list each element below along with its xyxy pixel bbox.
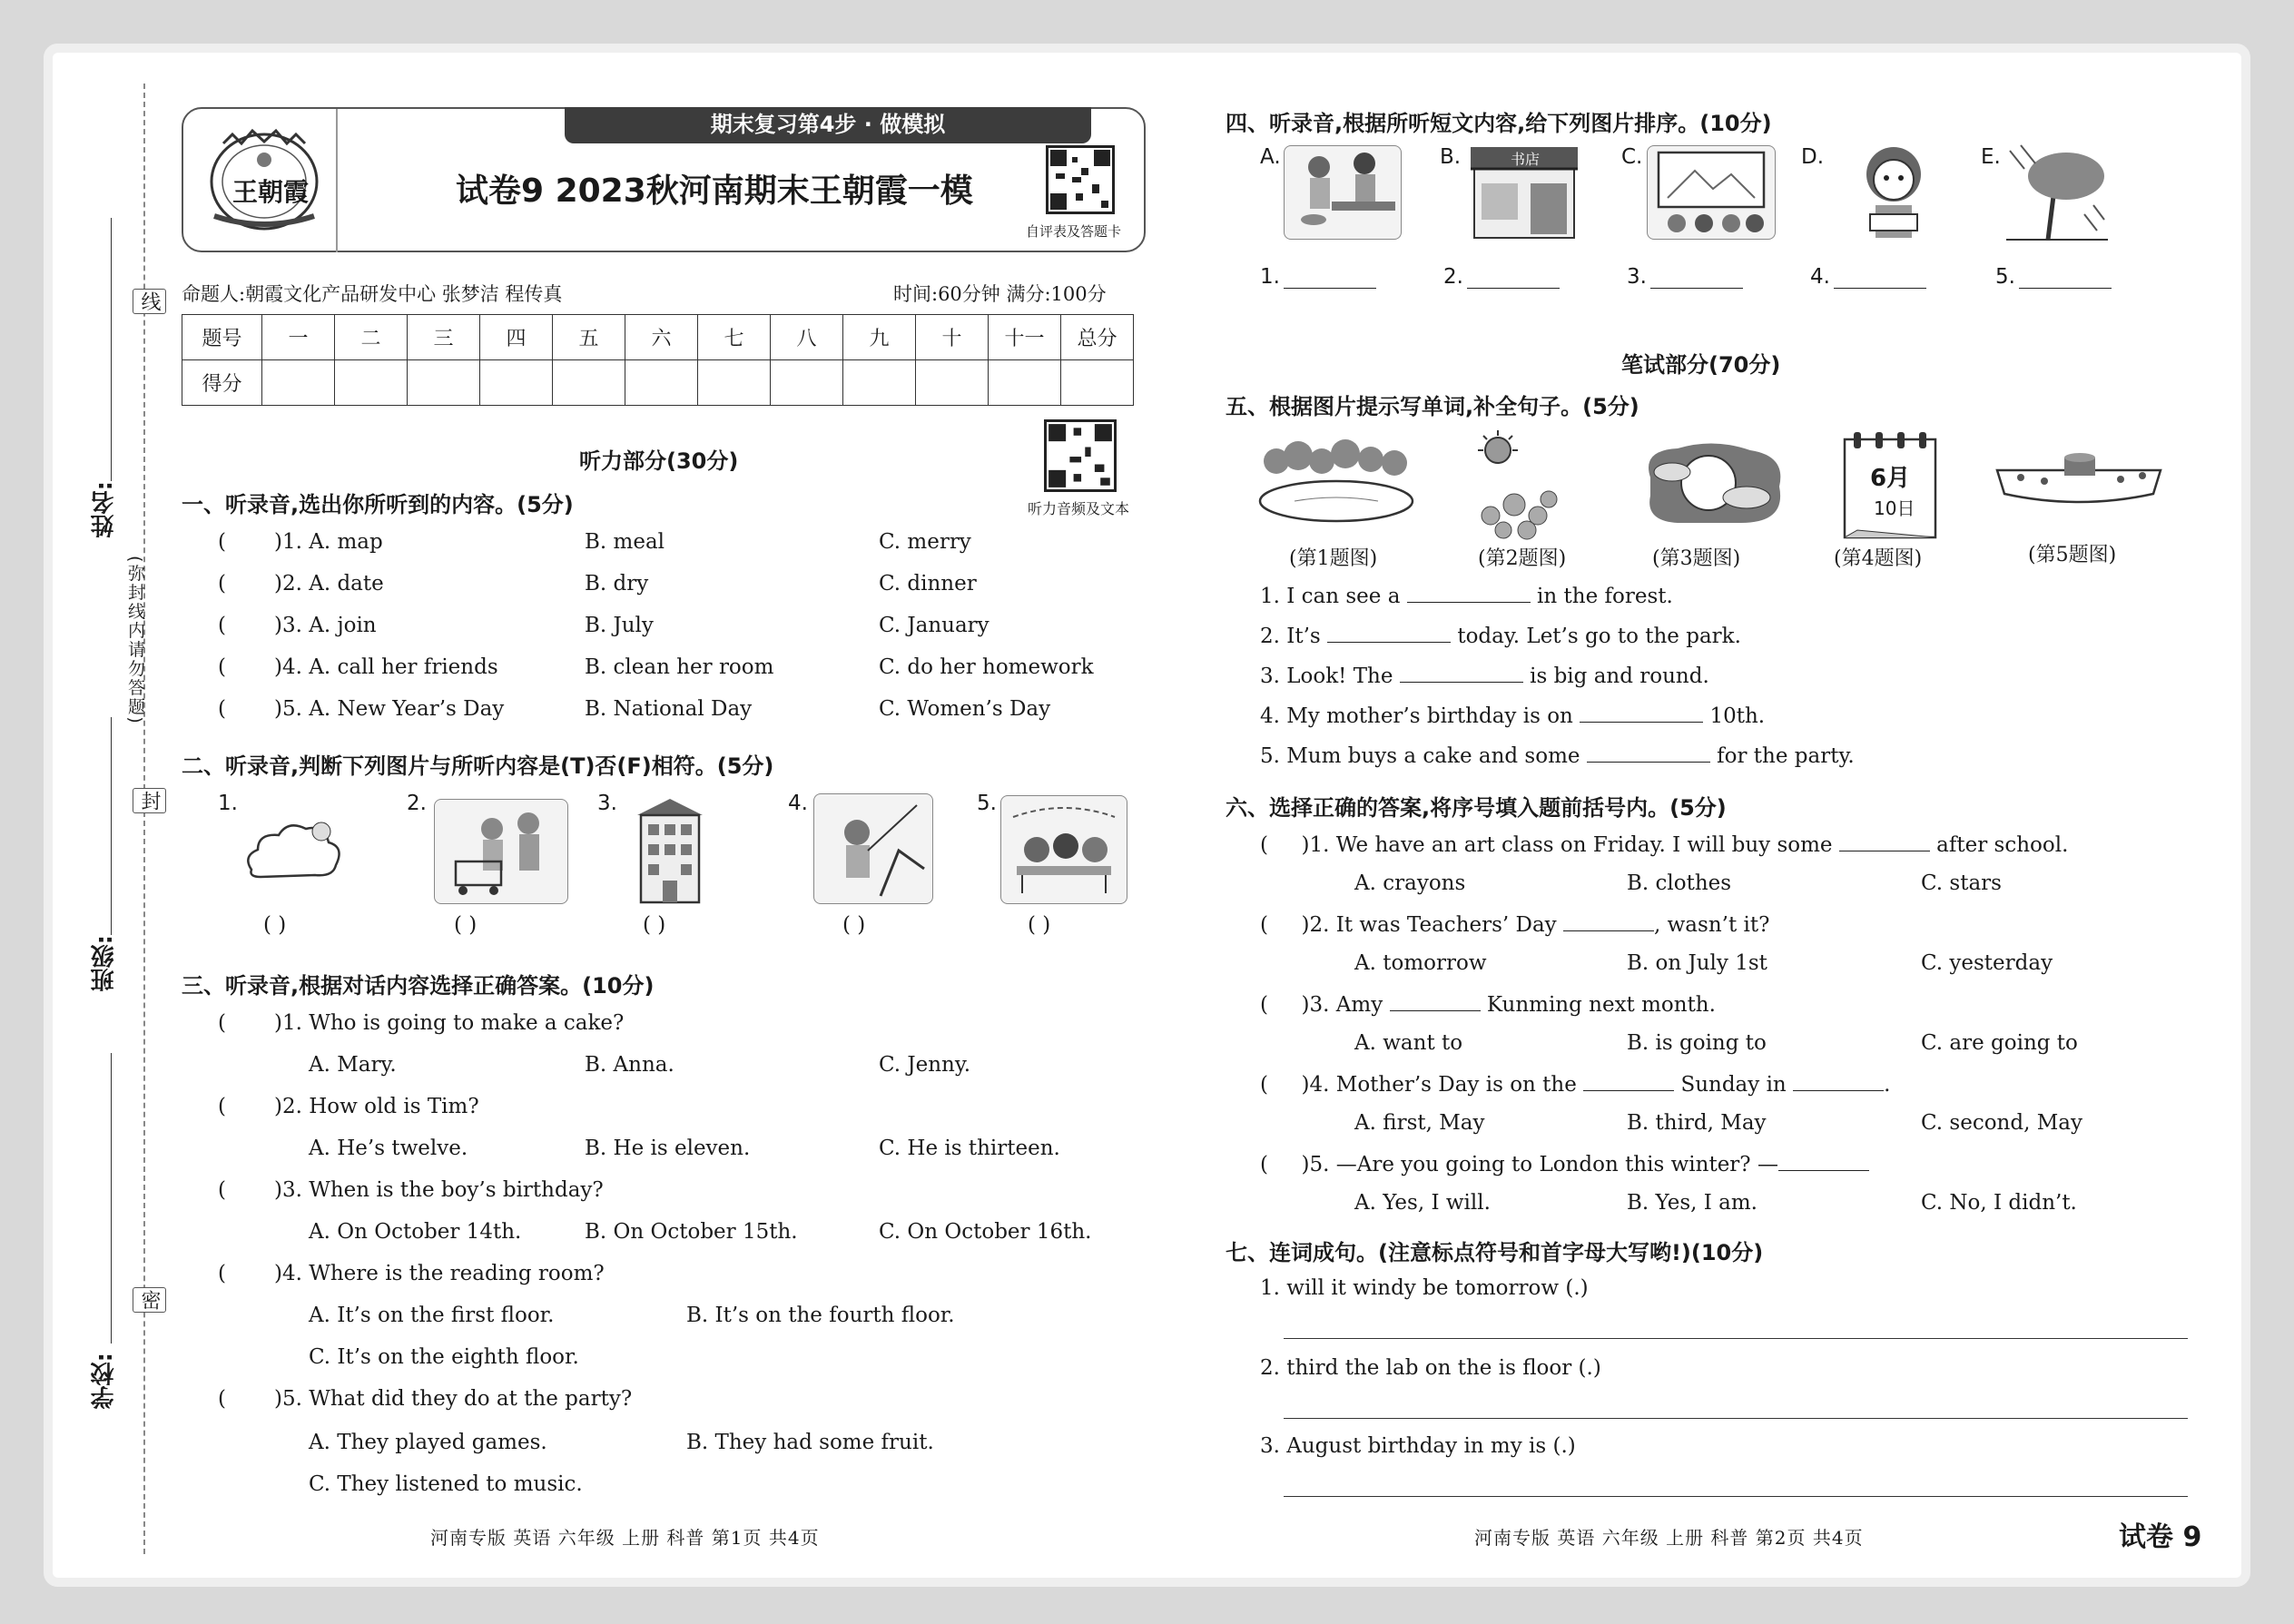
s4-answer-blank[interactable]	[1467, 269, 1560, 289]
s4-label: E.	[1981, 145, 2001, 169]
score-header-cell: 七	[698, 315, 771, 360]
s3-q4-c: C. It’s on the eighth floor.	[309, 1345, 579, 1369]
section7-title: 七、连词成句。(注意标点符号和首字母大写哟!)(10分)	[1226, 1240, 1764, 1265]
s6-q3-c: C. are going to	[1921, 1031, 2078, 1055]
s6-q5-c: C. No, I didn’t.	[1921, 1191, 2077, 1215]
s1-q1-b: B. meal	[585, 530, 665, 554]
s2-answer-paren[interactable]: ( )	[643, 913, 666, 937]
s2-num: 5.	[977, 792, 997, 815]
s5-line-start: 2. It’s	[1260, 625, 1321, 648]
s6-q4-c: C. second, May	[1921, 1111, 2082, 1135]
s6-q4-end: .	[1884, 1073, 1891, 1097]
s6-q5-a: A. Yes, I will.	[1354, 1191, 1491, 1215]
writing-heading: 笔试部分(70分)	[1621, 352, 1781, 378]
footer-right: 河南专版 英语 六年级 上册 科普 第2页 共4页	[1474, 1527, 1864, 1549]
answer-paren[interactable]: (	[1260, 993, 1268, 1017]
s1-q3: )3. A. join	[274, 614, 377, 637]
header-box	[182, 107, 1146, 252]
score-input-cell[interactable]	[625, 360, 698, 406]
s5-answer-blank[interactable]	[1587, 743, 1710, 763]
school-label: 学校:	[91, 1353, 118, 1410]
score-header-cell: 五	[553, 315, 625, 360]
answer-paren[interactable]: (	[1260, 833, 1268, 857]
binding-mark-qian: 线	[133, 289, 166, 314]
s6-q1-c: C. stars	[1921, 871, 2002, 895]
s5-line-start: 5. Mum buys a cake and some	[1260, 744, 1580, 768]
answer-paren[interactable]: (	[218, 1387, 226, 1411]
score-input-cell[interactable]	[843, 360, 916, 406]
s4-label: D.	[1801, 145, 1825, 169]
s5-line-end: in the forest.	[1537, 585, 1673, 608]
s1-q4-c: C. do her homework	[879, 655, 1094, 679]
s3-q2-c: C. He is thirteen.	[879, 1137, 1060, 1160]
section6-title: 六、选择正确的答案,将序号填入题前括号内。(5分)	[1226, 795, 1727, 821]
lake-picture	[1258, 434, 1414, 525]
s6-answer-blank[interactable]	[1563, 911, 1654, 931]
s6-q2-end: , wasn’t it?	[1654, 913, 1770, 937]
binding-mark-mi: 密	[133, 1287, 166, 1313]
section2-title: 二、听录音,判断下列图片与所听内容是(T)否(F)相符。(5分)	[182, 753, 774, 779]
s5-line	[1260, 623, 1741, 648]
score-input-cell[interactable]	[480, 360, 553, 406]
score-header-cell: 总分	[1061, 315, 1134, 360]
s5-caption: (第1题图)	[1289, 547, 1378, 570]
s2-num: 1.	[218, 792, 238, 815]
name-label: 姓名:	[91, 481, 118, 538]
s3-q4-a: A. It’s on the first floor.	[309, 1304, 555, 1327]
s5-line-end: for the party.	[1717, 744, 1855, 768]
kite-picture	[813, 793, 933, 904]
shopping-picture	[434, 799, 568, 904]
section4-title: 四、听录音,根据所听短文内容,给下列图片排序。(10分)	[1226, 111, 1772, 136]
s5-line-start: 4. My mother’s birthday is on	[1260, 704, 1573, 728]
s2-num: 4.	[788, 792, 808, 815]
s7-answer-line[interactable]	[1284, 1496, 2188, 1497]
class-field[interactable]	[111, 717, 112, 935]
answer-paren[interactable]: (	[218, 697, 226, 721]
s1-q5-c: C. Women’s Day	[879, 697, 1051, 721]
s1-q1: )1. A. map	[274, 530, 383, 554]
qr1-caption: 自评表及答题卡	[1026, 223, 1122, 240]
s1-q2: )2. A. date	[274, 572, 384, 595]
s1-q4: )4. A. call her friends	[274, 655, 498, 679]
answer-paren[interactable]: (	[1260, 1073, 1268, 1097]
section5-title: 五、根据图片提示写单词,补全句子。(5分)	[1226, 394, 1639, 419]
audio-qr-code-icon[interactable]	[1044, 419, 1117, 492]
s4-answer-blank[interactable]	[2019, 269, 2112, 289]
s3-q3: )3. When is the boy’s birthday?	[274, 1178, 604, 1202]
s3-q5: )5. What did they do at the party?	[274, 1387, 633, 1411]
s5-caption: (第5题图)	[2028, 544, 2117, 566]
answer-paren[interactable]: (	[218, 614, 226, 637]
s3-q2-b: B. He is eleven.	[585, 1137, 751, 1160]
s5-line-end: 10th.	[1709, 704, 1766, 728]
s6-q3-a: A. want to	[1354, 1031, 1463, 1055]
header-divider	[336, 109, 338, 252]
s4-label: C.	[1621, 145, 1643, 169]
s2-num: 2.	[407, 792, 427, 815]
s6-q2-a: A. tomorrow	[1354, 951, 1487, 975]
binding-mark-feng: 封	[133, 788, 166, 813]
s6-q1-b: B. clothes	[1627, 871, 1732, 895]
s6-q3-end: Kunming next month.	[1486, 993, 1716, 1017]
s3-q5-c: C. They listened to music.	[309, 1472, 583, 1496]
s4-label: A.	[1260, 145, 1281, 169]
s3-q3-a: A. On October 14th.	[309, 1220, 522, 1244]
footer-left: 河南专版 英语 六年级 上册 科普 第1页 共4页	[430, 1527, 820, 1549]
cloud-icon	[238, 806, 347, 897]
s5-answer-blank[interactable]	[1327, 623, 1451, 643]
s6-q3	[1260, 991, 1716, 1017]
score-input-cell[interactable]	[698, 360, 771, 406]
s6-answer-blank[interactable]	[1583, 1071, 1674, 1091]
s4-num: 3.	[1627, 265, 1647, 289]
score-header-cell: 一	[262, 315, 335, 360]
s6-q2	[1260, 911, 1769, 937]
s1-q3-b: B. July	[585, 614, 654, 637]
answer-paren[interactable]: (	[1260, 913, 1268, 937]
school-field[interactable]	[111, 1053, 112, 1343]
s3-q2: )2. How old is Tim?	[274, 1095, 479, 1118]
building-picture	[634, 797, 706, 904]
s6-q3-b: B. is going to	[1627, 1031, 1767, 1055]
s4-num: 5.	[1995, 265, 2015, 289]
s6-answer-blank[interactable]	[1778, 1151, 1869, 1171]
s6-q2-c: C. yesterday	[1921, 951, 2053, 975]
s4-num: 4.	[1810, 265, 1830, 289]
s6-q1	[1260, 832, 2068, 857]
section1-title: 一、听录音,选出你所听到的内容。(5分)	[182, 492, 574, 517]
s6-q4-b: B. third, May	[1627, 1111, 1767, 1135]
score-input-cell[interactable]	[408, 360, 480, 406]
score-input-cell[interactable]	[335, 360, 408, 406]
s1-q5-b: B. National Day	[585, 697, 753, 721]
s4-num: 2.	[1443, 265, 1463, 289]
authors: 命题人:朝霞文化产品研发中心 张梦洁 程传真	[182, 283, 563, 305]
answer-paren[interactable]: (	[218, 1262, 226, 1285]
section3-title: 三、听录音,根据对话内容选择正确答案。(10分)	[182, 973, 655, 999]
s6-q5	[1260, 1151, 1869, 1176]
s6-q4-text: )4. Mother’s Day is on the	[1301, 1073, 1577, 1097]
s5-line	[1260, 663, 1709, 688]
s5-line-end: is big and round.	[1530, 664, 1709, 688]
s7-item: 1. will it windy be tomorrow (.)	[1260, 1276, 1589, 1300]
answer-paren[interactable]: (	[1260, 1153, 1268, 1176]
score-input-cell[interactable]	[916, 360, 989, 406]
s2-answer-paren[interactable]: ( )	[1028, 913, 1051, 937]
s7-item: 2. third the lab on the is floor (.)	[1260, 1356, 1601, 1380]
s4-answer-blank[interactable]	[1834, 269, 1926, 289]
s2-answer-paren[interactable]: ( )	[454, 913, 478, 937]
paper-badge: 试卷 9	[2119, 1521, 2202, 1553]
s1-q1-c: C. merry	[879, 530, 971, 554]
s7-answer-line[interactable]	[1284, 1338, 2188, 1339]
s4-answer-blank[interactable]	[1650, 269, 1743, 289]
s6-q3-text: )3. Amy	[1301, 993, 1383, 1017]
s4-label: B.	[1440, 145, 1462, 169]
s6-q2-text: )2. It was Teachers’ Day	[1301, 913, 1557, 937]
score-input-cell[interactable]	[553, 360, 625, 406]
s6-q4-mid: Sunday in	[1680, 1073, 1787, 1097]
moon-picture	[1641, 441, 1787, 528]
painting-picture	[1647, 145, 1776, 240]
s5-answer-blank[interactable]	[1400, 663, 1523, 683]
s6-q1-end: after school.	[1936, 833, 2069, 857]
s3-q4: )4. Where is the reading room?	[274, 1262, 605, 1285]
s3-q1: )1. Who is going to make a cake?	[274, 1011, 625, 1035]
s6-answer-blank[interactable]	[1390, 991, 1481, 1011]
score-input-cell[interactable]	[262, 360, 335, 406]
s1-q2-c: C. dinner	[879, 572, 977, 595]
paper-title: 试卷9 2023秋河南期末王朝霞一模	[456, 172, 973, 210]
s1-q5: )5. A. New Year’s Day	[274, 697, 505, 721]
s5-line	[1260, 583, 1673, 608]
binding-note: (弥封线内请勿答题)	[125, 556, 145, 725]
score-header-cell: 十一	[989, 315, 1061, 360]
score-header-cell: 四	[480, 315, 553, 360]
s5-line-start: 1. I can see a	[1260, 585, 1401, 608]
s2-num: 3.	[597, 792, 617, 815]
listening-heading: 听力部分(30分)	[579, 448, 739, 474]
exam-time: 时间:60分钟 满分:100分	[893, 283, 1107, 305]
s6-q5-b: B. Yes, I am.	[1627, 1191, 1757, 1215]
s4-answer-blank[interactable]	[1284, 269, 1376, 289]
s1-q2-b: B. dry	[585, 572, 649, 595]
tree-wind-picture	[2003, 142, 2112, 243]
score-header-cell: 八	[771, 315, 843, 360]
s5-line-end: today. Let’s go to the park.	[1457, 625, 1741, 648]
cooking-picture	[1284, 145, 1402, 240]
score-header-cell: 三	[408, 315, 480, 360]
s3-q5-b: B. They had some fruit.	[686, 1431, 934, 1454]
s5-line-start: 3. Look! The	[1260, 664, 1393, 688]
answer-paren[interactable]: (	[218, 655, 226, 679]
s2-answer-paren[interactable]: ( )	[263, 913, 287, 937]
s6-q4	[1260, 1071, 1890, 1097]
s3-q5-a: A. They played games.	[309, 1431, 547, 1454]
score-header-cell: 十	[916, 315, 989, 360]
score-header-cell: 题号	[182, 315, 262, 360]
header-banner: 期末复习第4步 · 做模拟	[565, 107, 1091, 143]
s6-q2-b: B. on July 1st	[1627, 951, 1767, 975]
s6-q1-text: )1. We have an art class on Friday. I will buy some	[1301, 833, 1833, 857]
calendar-day: 10日	[1874, 497, 1915, 519]
s6-q1-a: A. crayons	[1354, 871, 1466, 895]
s3-q2-a: A. He’s twelve.	[309, 1137, 468, 1160]
s5-caption: (第3题图)	[1652, 547, 1741, 570]
s5-answer-blank[interactable]	[1407, 583, 1531, 603]
answer-paren[interactable]: (	[218, 1095, 226, 1118]
score-input-cell[interactable]	[1061, 360, 1134, 406]
answer-paren[interactable]: (	[218, 1178, 226, 1202]
s7-item: 3. August birthday in my is (.)	[1260, 1434, 1576, 1458]
calendar-month: 6月	[1870, 465, 1911, 492]
bookstore-sign: 书店	[1511, 151, 1541, 168]
answer-paren[interactable]: (	[218, 572, 226, 595]
s6-answer-blank[interactable]	[1793, 1071, 1884, 1091]
score-row-label: 得分	[182, 360, 262, 406]
s6-q4-a: A. first, May	[1354, 1111, 1485, 1135]
answer-paren[interactable]: (	[218, 1011, 226, 1035]
s5-answer-blank[interactable]	[1580, 703, 1703, 723]
s5-line	[1260, 703, 1765, 728]
s1-q3-c: C. January	[879, 614, 989, 637]
s3-q1-a: A. Mary.	[309, 1053, 397, 1077]
s5-line	[1260, 743, 1855, 768]
class-label: 班级:	[91, 935, 118, 992]
score-input-cell[interactable]	[771, 360, 843, 406]
s3-q4-b: B. It’s on the fourth floor.	[686, 1304, 955, 1327]
s1-q4-b: B. clean her room	[585, 655, 774, 679]
s7-answer-line[interactable]	[1284, 1418, 2188, 1419]
s3-q3-c: C. On October 16th.	[879, 1220, 1092, 1244]
answer-paren[interactable]: (	[218, 530, 226, 554]
cake-picture	[1994, 450, 2164, 514]
logo-seal	[205, 125, 323, 234]
score-header-cell: 九	[843, 315, 916, 360]
name-field[interactable]	[111, 218, 112, 481]
s4-num: 1.	[1260, 265, 1280, 289]
calendar-picture	[1839, 430, 1943, 543]
score-input-cell[interactable]	[989, 360, 1061, 406]
qr-code-icon[interactable]	[1046, 145, 1115, 214]
s2-answer-paren[interactable]: ( )	[842, 913, 866, 937]
sunny-picture	[1471, 428, 1565, 545]
reading-girl-picture	[1852, 142, 1937, 241]
s6-answer-blank[interactable]	[1839, 832, 1930, 851]
score-header-cell: 二	[335, 315, 408, 360]
s6-q5-text: )5. —Are you going to London this winter? —	[1301, 1153, 1778, 1176]
score-header-cell: 六	[625, 315, 698, 360]
logo-text: 王朝霞	[232, 177, 310, 207]
s5-caption: (第4题图)	[1834, 547, 1923, 570]
family-picture	[1000, 795, 1127, 904]
qr2-caption: 听力音频及文本	[1028, 500, 1130, 517]
s3-q1-c: C. Jenny.	[879, 1053, 971, 1077]
s3-q1-b: B. Anna.	[585, 1053, 674, 1077]
s5-caption: (第2题图)	[1478, 547, 1567, 570]
s3-q3-b: B. On October 15th.	[585, 1220, 798, 1244]
score-table	[182, 314, 1134, 406]
bookstore-picture	[1465, 145, 1583, 240]
